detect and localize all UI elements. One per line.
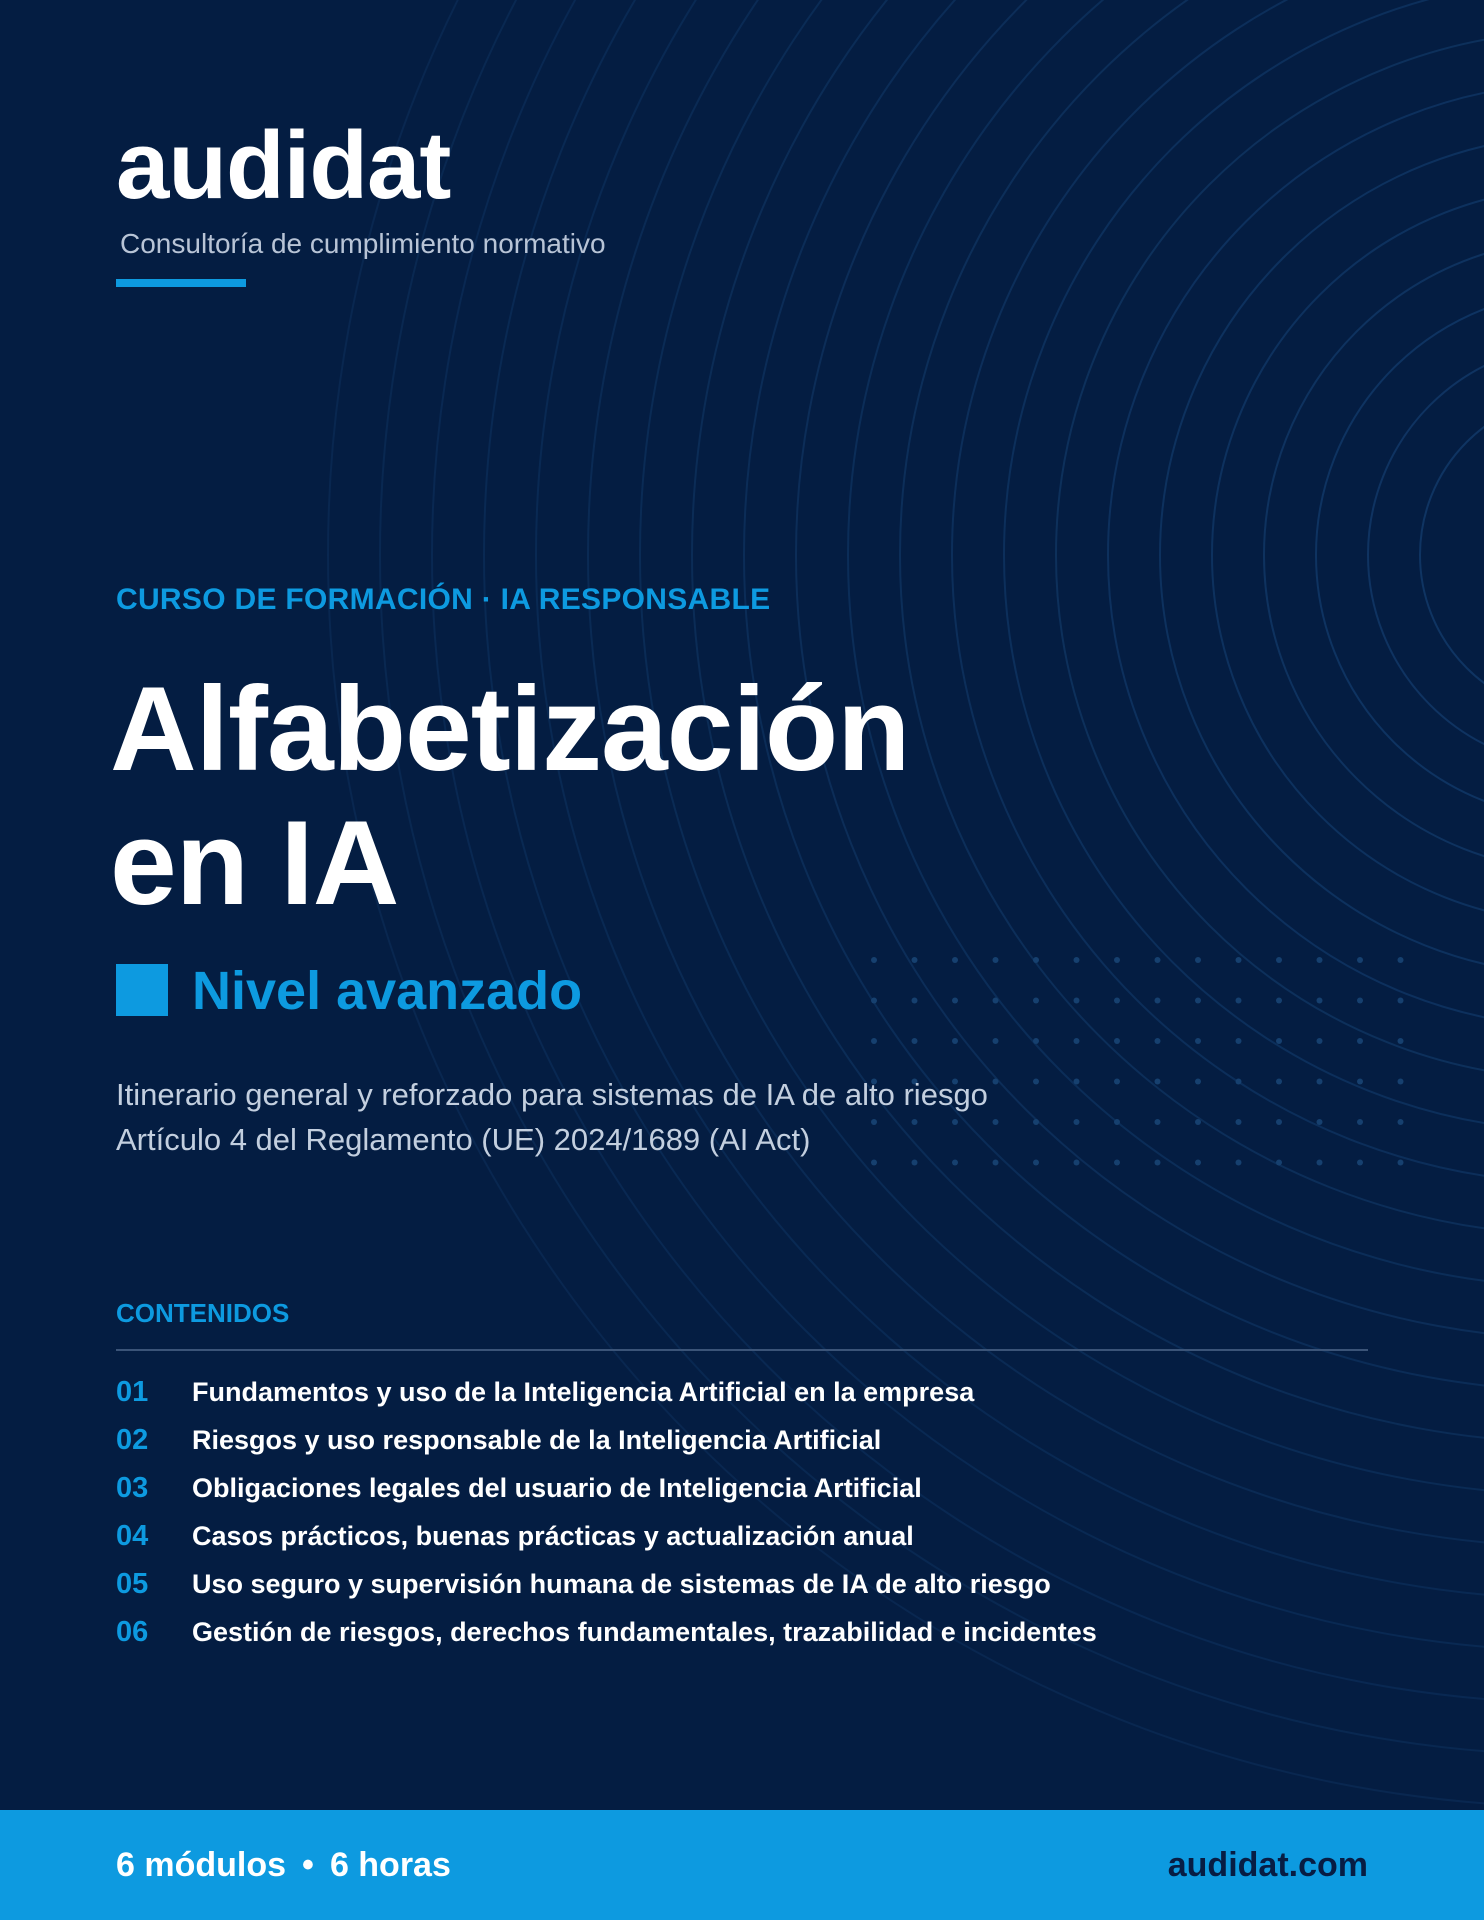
ring [1108, 83, 1484, 1027]
subtitle-line-2: Artículo 4 del Reglamento (UE) 2024/1689 (AI Act) [116, 1122, 811, 1157]
decor-dot [1155, 998, 1161, 1004]
decor-dot [993, 1038, 999, 1044]
decor-dot [1236, 1119, 1242, 1125]
contents-divider [116, 1349, 1368, 1351]
module-title: Uso seguro y supervisión humana de sistemas de IA de alto riesgo [192, 1569, 1051, 1599]
decor-dot [1195, 1038, 1201, 1044]
decor-dot [952, 1038, 958, 1044]
decor-dot [1357, 1038, 1363, 1044]
ring [1316, 291, 1484, 819]
decor-dot [1195, 957, 1201, 963]
website-link[interactable]: audidat.com [1167, 1846, 1368, 1884]
decor-dot [1398, 1079, 1404, 1085]
decor-dot [1114, 957, 1120, 963]
decor-dot [871, 998, 877, 1004]
decor-dot [1114, 1038, 1120, 1044]
decor-dot [1398, 1160, 1404, 1166]
module-title: Fundamentos y uso de la Inteligencia Artificial en la empresa [192, 1377, 975, 1407]
module-number: 04 [116, 1520, 149, 1552]
decor-dot [912, 998, 918, 1004]
decor-dot [1276, 998, 1282, 1004]
decor-dot [1114, 1160, 1120, 1166]
brand-logo: audidat [116, 112, 451, 219]
module-title: Riesgos y uso responsable de la Inteligencia Artificial [192, 1425, 882, 1455]
decor-dot [952, 957, 958, 963]
decor-dot [1236, 1038, 1242, 1044]
decor-dot [1074, 1160, 1080, 1166]
decor-dot [1155, 1119, 1161, 1125]
decor-dot [993, 957, 999, 963]
decor-dot [1357, 1119, 1363, 1125]
decor-dot [1398, 1038, 1404, 1044]
module-number: 03 [116, 1472, 149, 1504]
decor-dot [1357, 998, 1363, 1004]
decor-dot [1195, 1160, 1201, 1166]
decor-dot [1398, 1119, 1404, 1125]
decor-dot [1317, 1119, 1323, 1125]
decor-dot [1276, 1038, 1282, 1044]
decor-dot [1114, 1119, 1120, 1125]
decor-dot [952, 998, 958, 1004]
course-kicker: CURSO DE FORMACIÓN · IA RESPONSABLE [116, 583, 771, 616]
course-level: Nivel avanzado [192, 961, 583, 1021]
decor-dot [1357, 1079, 1363, 1085]
decor-dot [1398, 998, 1404, 1004]
course-stats [116, 1843, 451, 1887]
decor-dot [1317, 1079, 1323, 1085]
decor-dot [1195, 1119, 1201, 1125]
decor-dot [1195, 998, 1201, 1004]
decor-dot [1236, 998, 1242, 1004]
decor-dot [1033, 1079, 1039, 1085]
decor-dot [1317, 998, 1323, 1004]
decor-dot [993, 1119, 999, 1125]
brand-tagline: Consultoría de cumplimiento normativo [120, 228, 606, 259]
decor-dot [1195, 1079, 1201, 1085]
ring [1212, 187, 1484, 923]
decor-dot [1276, 1119, 1282, 1125]
course-title-line-2: en IA [110, 796, 399, 930]
decor-dot [1398, 957, 1404, 963]
decor-dot [1276, 957, 1282, 963]
decor-dot [871, 957, 877, 963]
module-count: 6 módulos [116, 1846, 287, 1884]
decor-dot [1357, 1160, 1363, 1166]
module-title: Gestión de riesgos, derechos fundamentales, trazabilidad e incidentes [192, 1617, 1097, 1647]
decor-dot [1155, 1160, 1161, 1166]
decor-dot [1155, 957, 1161, 963]
level-marker-square [116, 964, 168, 1016]
decor-dot [1033, 1160, 1039, 1166]
module-number: 06 [116, 1616, 149, 1648]
decor-dot [912, 1038, 918, 1044]
decor-dot [1317, 1160, 1323, 1166]
module-number: 02 [116, 1424, 149, 1456]
decor-dot [1155, 1038, 1161, 1044]
decor-dot [1033, 998, 1039, 1004]
decor-dot [1317, 1038, 1323, 1044]
course-title-line-1: Alfabetización [110, 662, 910, 796]
ring [1368, 343, 1484, 767]
brand-underline [116, 279, 246, 287]
course-title [110, 662, 909, 930]
bullet-separator: • [302, 1846, 314, 1884]
ring [1264, 239, 1484, 871]
decor-dot [1033, 1119, 1039, 1125]
decor-dot [993, 998, 999, 1004]
decor-dot [1317, 957, 1323, 963]
decor-dot [1074, 1079, 1080, 1085]
decor-dot [1236, 1160, 1242, 1166]
decor-dot [993, 1079, 999, 1085]
decor-dot [1236, 957, 1242, 963]
ring [1420, 395, 1484, 715]
footer-bar [0, 1810, 1484, 1920]
decor-dot [1074, 1038, 1080, 1044]
decor-dot [1074, 957, 1080, 963]
decor-dot [1276, 1079, 1282, 1085]
course-subtitle [116, 1072, 988, 1162]
subtitle-line-1: Itinerario general y reforzado para sistemas de IA de alto riesgo [116, 1077, 988, 1112]
ring [1160, 135, 1484, 975]
decor-dot [1033, 1038, 1039, 1044]
decor-dot [1114, 998, 1120, 1004]
module-number: 05 [116, 1568, 149, 1600]
decor-dot [1155, 1079, 1161, 1085]
decor-dot [912, 957, 918, 963]
decor-dot [871, 1038, 877, 1044]
module-title: Obligaciones legales del usuario de Inteligencia Artificial [192, 1473, 922, 1503]
decor-dot [1357, 957, 1363, 963]
decor-dot [1276, 1160, 1282, 1166]
decor-dot [1074, 998, 1080, 1004]
hour-count: 6 horas [329, 1846, 451, 1884]
decor-dot [1033, 957, 1039, 963]
decor-dot [1074, 1119, 1080, 1125]
module-title: Casos prácticos, buenas prácticas y actualización anual [192, 1521, 914, 1551]
decor-dot [1236, 1079, 1242, 1085]
contents-heading: CONTENIDOS [116, 1298, 290, 1328]
decor-dot [1114, 1079, 1120, 1085]
decor-dot [993, 1160, 999, 1166]
module-number: 01 [116, 1376, 149, 1408]
